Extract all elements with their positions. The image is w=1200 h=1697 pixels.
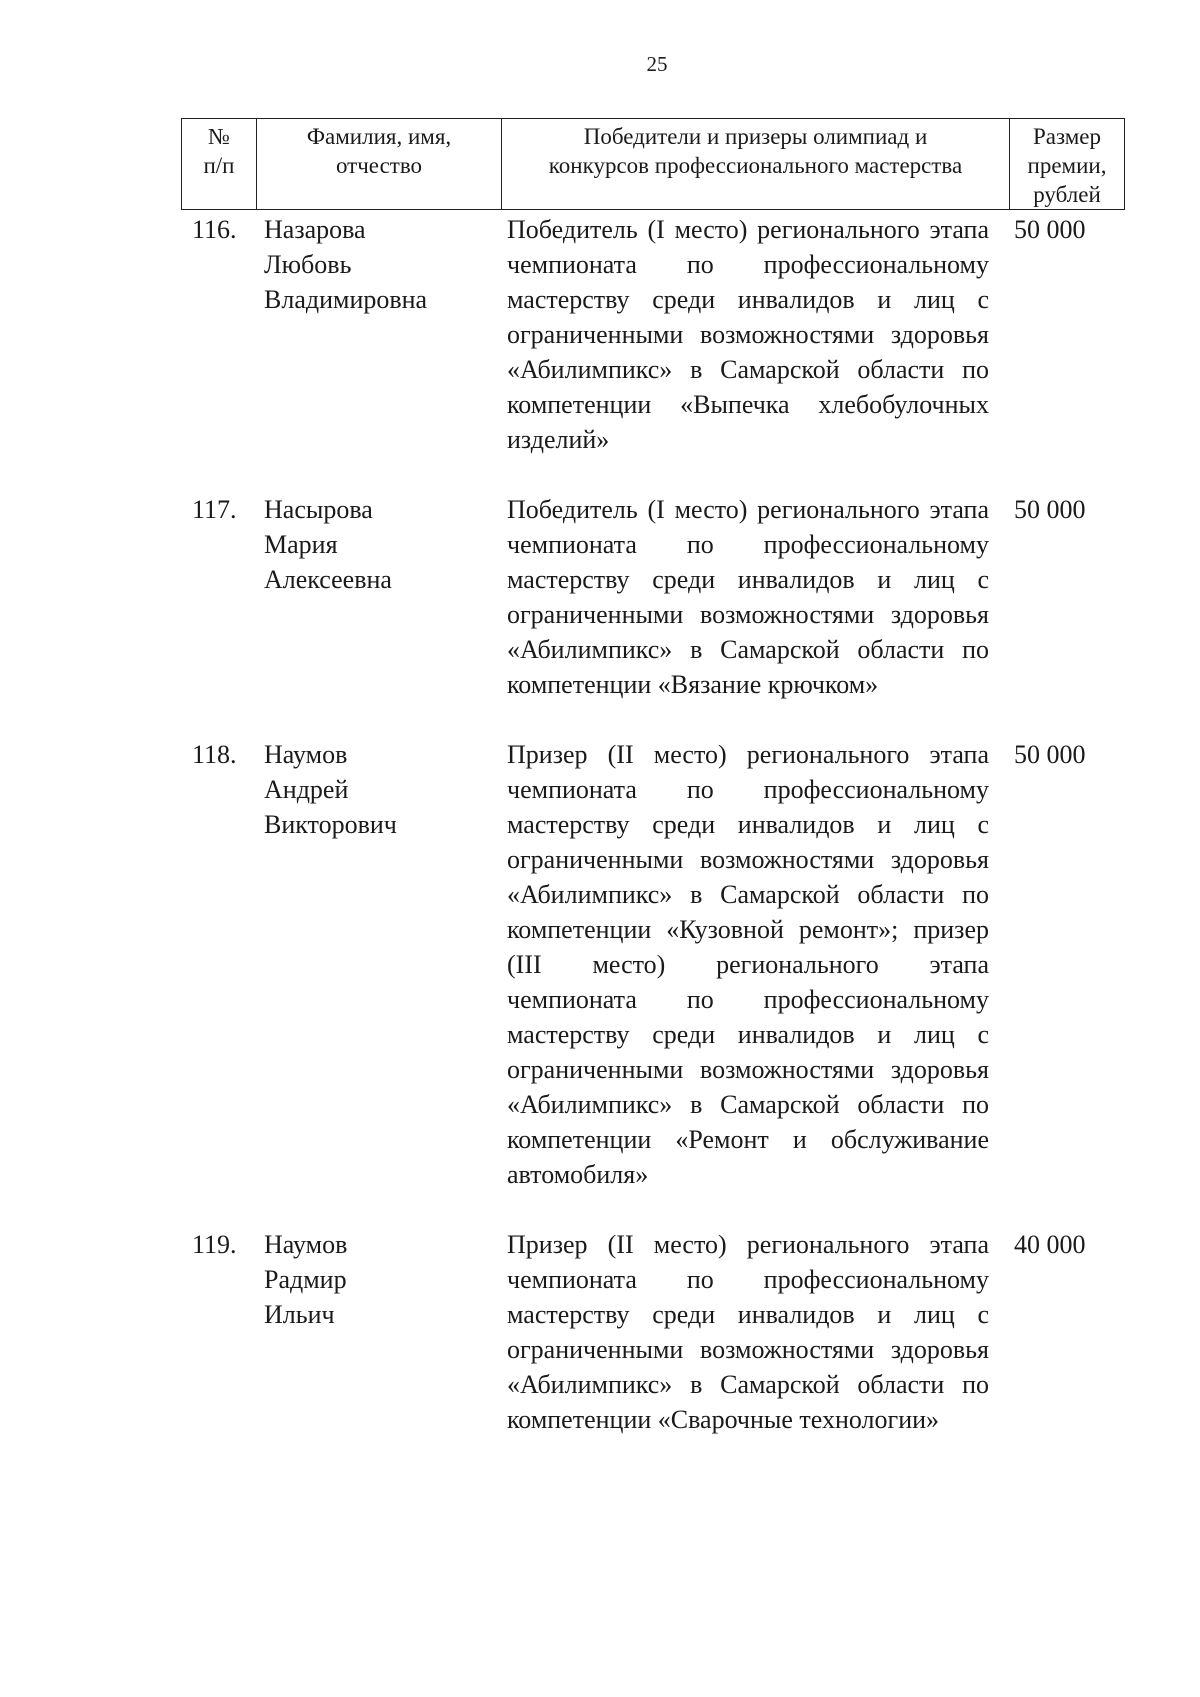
row-number: 118. <box>192 740 237 769</box>
table-row <box>0 492 1200 702</box>
row-full-name: Насырова Мария Алексеевна <box>264 495 392 594</box>
row-full-name: Наумов Радмир Ильич <box>264 1230 348 1329</box>
page-number: 25 <box>646 52 668 76</box>
table-row <box>0 212 1200 457</box>
row-award-amount: 50 000 <box>1014 495 1086 524</box>
table-body <box>0 212 1200 1437</box>
header-achievements: Победители и призеры олимпиад и конкурсов профессионального мастерства <box>502 119 1010 210</box>
row-achievement: Победитель (I место) регионального этапа чемпионата по профессиональному мастерству среди инвалидов и лиц с ограниченными возможностями здоровья «Абилимпикс» в Самарской области по компетенции «Выпечка хлебобулочных изделий» <box>507 215 989 454</box>
row-award-amount: 50 000 <box>1014 215 1086 244</box>
table-row <box>0 737 1200 1192</box>
row-award-amount: 40 000 <box>1014 1230 1086 1259</box>
header-row <box>182 119 1125 210</box>
header-award-amount: Размер премии, рублей <box>1010 119 1125 210</box>
row-award-amount: 50 000 <box>1014 740 1086 769</box>
row-full-name: Назарова Любовь Владимировна <box>264 215 428 314</box>
table-header <box>181 118 1125 210</box>
header-number: № п/п <box>182 119 257 210</box>
table-row <box>0 1227 1200 1437</box>
row-number: 116. <box>192 215 237 244</box>
row-number: 117. <box>192 495 237 524</box>
row-achievement: Победитель (I место) регионального этапа чемпионата по профессиональному мастерству среди инвалидов и лиц с ограниченными возможностями здоровья «Абилимпикс» в Самарской области по компетенции «Вязание крючком» <box>507 495 989 699</box>
header-full-name: Фамилия, имя, отчество <box>257 119 502 210</box>
row-number: 119. <box>192 1230 237 1259</box>
row-achievement: Призер (II место) регионального этапа чемпионата по профессиональному мастерству среди инвалидов и лиц с ограниченными возможностями здоровья «Абилимпикс» в Самарской области по компетенции «Сварочные технологии» <box>507 1230 989 1434</box>
row-achievement: Призер (II место) регионального этапа чемпионата по профессиональному мастерству среди инвалидов и лиц с ограниченными возможностями здоровья «Абилимпикс» в Самарской области по компетенции «Кузовной ремонт»; призер (III место) регионального этапа чемпионата по профессиональному мастерству среди инвалидов и лиц с ограниченными возможностями здоровья «Абилимпикс» в Самарской области по компетенции «Ремонт и обслуживание автомобиля» <box>507 740 989 1189</box>
row-full-name: Наумов Андрей Викторович <box>264 740 397 839</box>
